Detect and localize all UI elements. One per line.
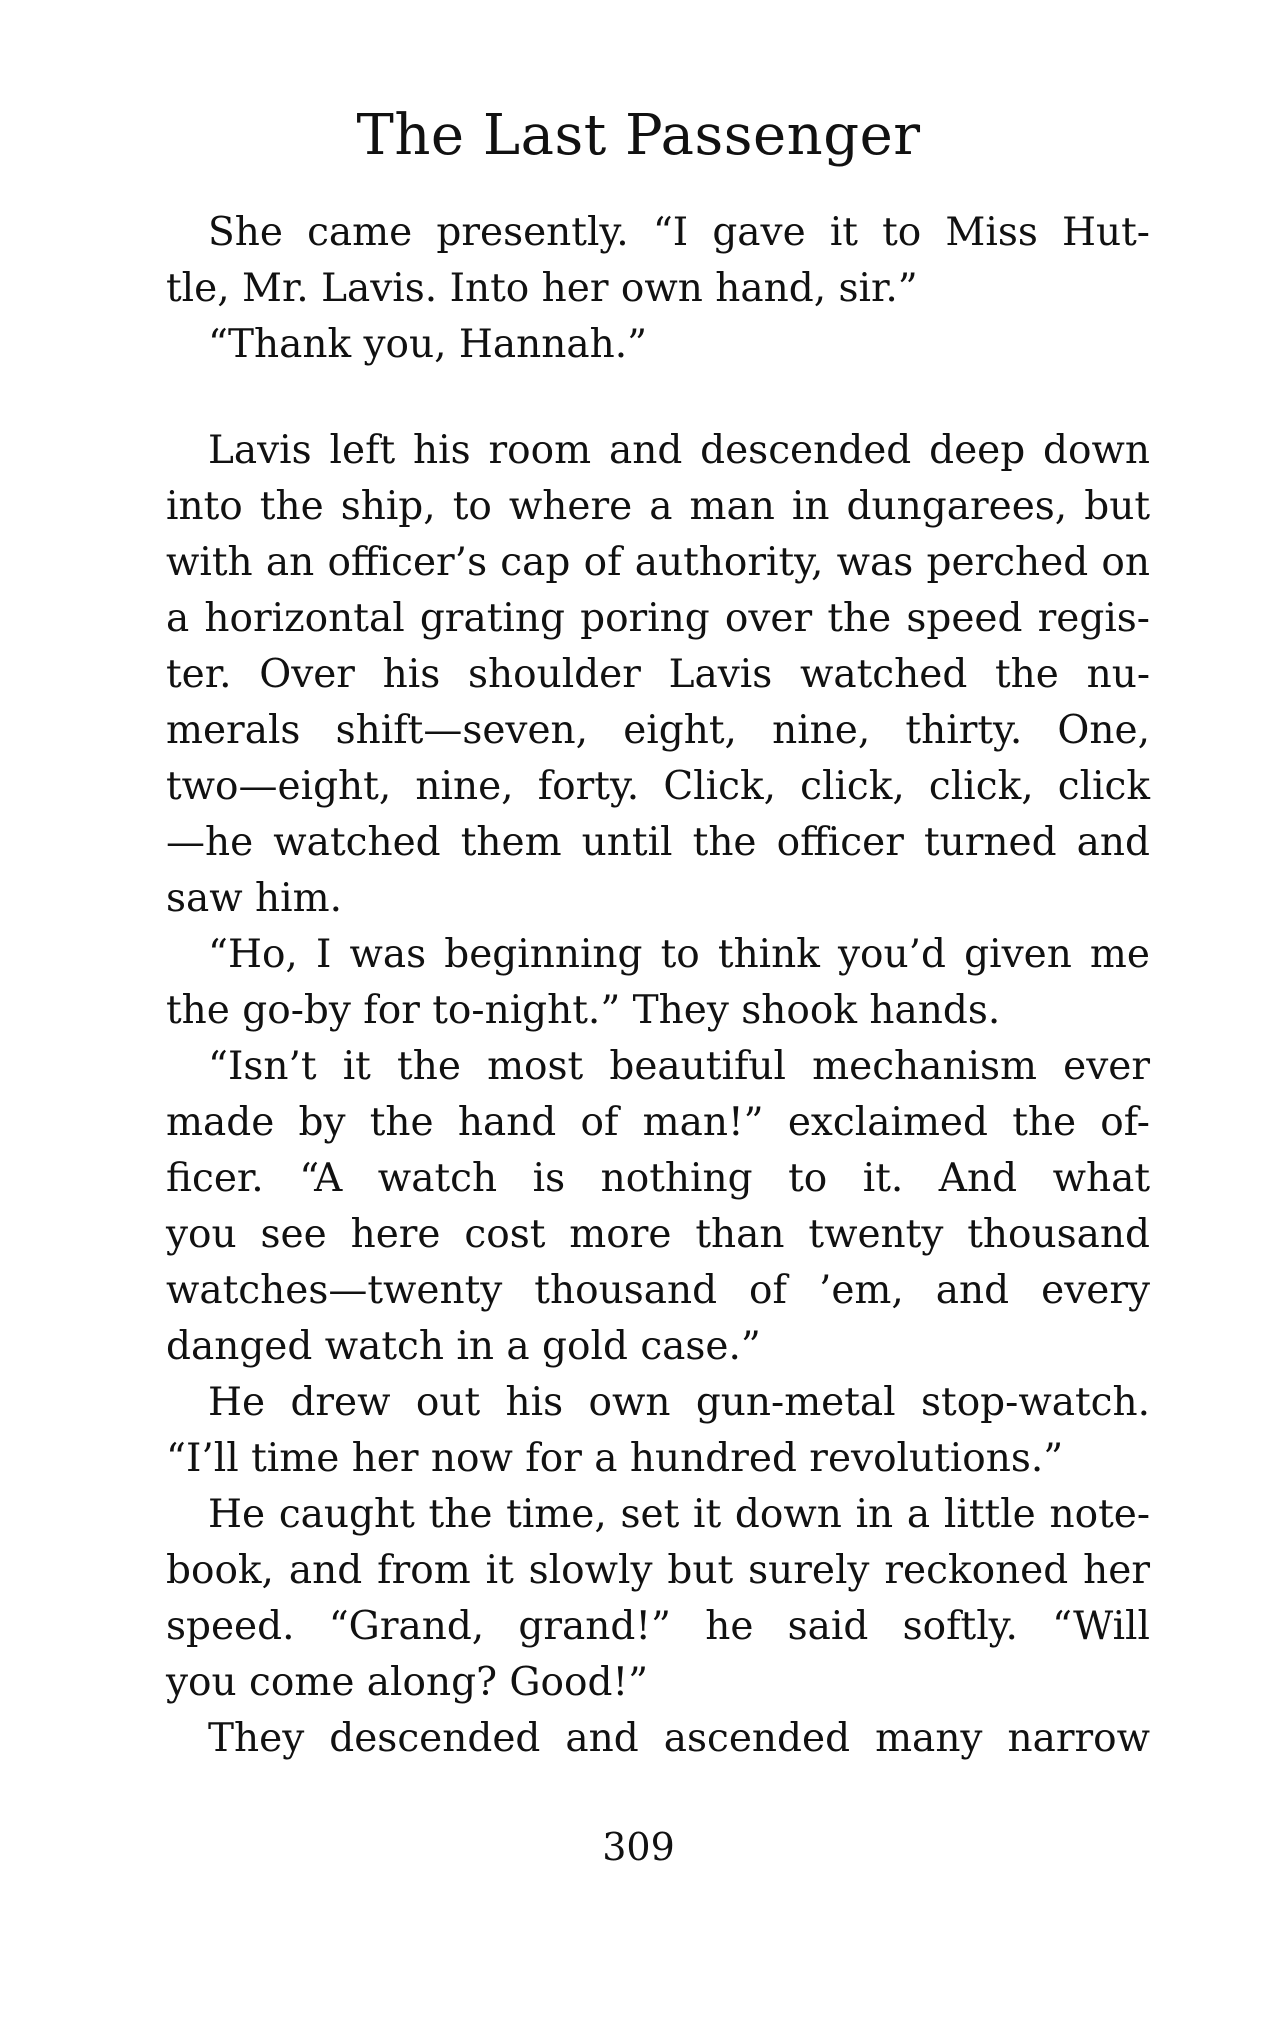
text-line: —he watched them until the officer turned and [166, 820, 1150, 865]
text-line: She came presently. “I gave it to Miss Hut- [208, 210, 1150, 255]
text-line: They descended and ascended many narrow [208, 1716, 1150, 1761]
text-line: book, and from it slowly but surely reckoned her [166, 1548, 1150, 1593]
text-line: ter. Over his shoulder Lavis watched the nu- [166, 652, 1150, 697]
text-line: Lavis left his room and descended deep down [208, 428, 1150, 473]
text-line: saw him. [166, 876, 343, 921]
text-line: you see here cost more than twenty thousand [166, 1212, 1150, 1257]
text-section-2 [166, 423, 1150, 1767]
page-number: 309 [602, 1825, 675, 1869]
text-line: tle, Mr. Lavis. Into her own hand, sir.” [166, 266, 918, 311]
text-line: danged watch in a gold case.” [166, 1324, 761, 1369]
text-line: “Thank you, Hannah.” [208, 322, 648, 367]
text-line: merals shift—seven, eight, nine, thirty. One, [166, 708, 1150, 753]
text-line: He caught the time, set it down in a little note- [208, 1492, 1150, 1537]
text-line: two—eight, nine, forty. Click, click, click, click [166, 764, 1150, 809]
text-line: He drew out his own gun-metal stop-watch. [208, 1380, 1150, 1425]
text-line: with an officer’s cap of authority, was perched on [166, 540, 1150, 585]
text-line: watches—twenty thousand of ’em, and every [166, 1268, 1150, 1313]
text-line: into the ship, to where a man in dungarees, but [166, 484, 1150, 529]
text-line: made by the hand of man!” exclaimed the of- [166, 1100, 1150, 1145]
text-line: the go-by for to-night.” They shook hands. [166, 988, 1001, 1033]
text-line: ficer. “A watch is nothing to it. And what [166, 1156, 1150, 1201]
text-line: “I’ll time her now for a hundred revolutions.” [166, 1436, 1064, 1481]
running-head: The Last Passenger [356, 103, 921, 168]
text-line: speed. “Grand, grand!” he said softly. “Will [166, 1604, 1150, 1649]
text-line: “Isn’t it the most beautiful mechanism ever [208, 1044, 1150, 1089]
text-line: a horizontal grating poring over the speed regis- [166, 596, 1150, 641]
text-line: “Ho, I was beginning to think you’d given me [208, 932, 1150, 977]
text-line: you come along? Good!” [166, 1660, 649, 1705]
text-section-1 [166, 205, 1150, 373]
